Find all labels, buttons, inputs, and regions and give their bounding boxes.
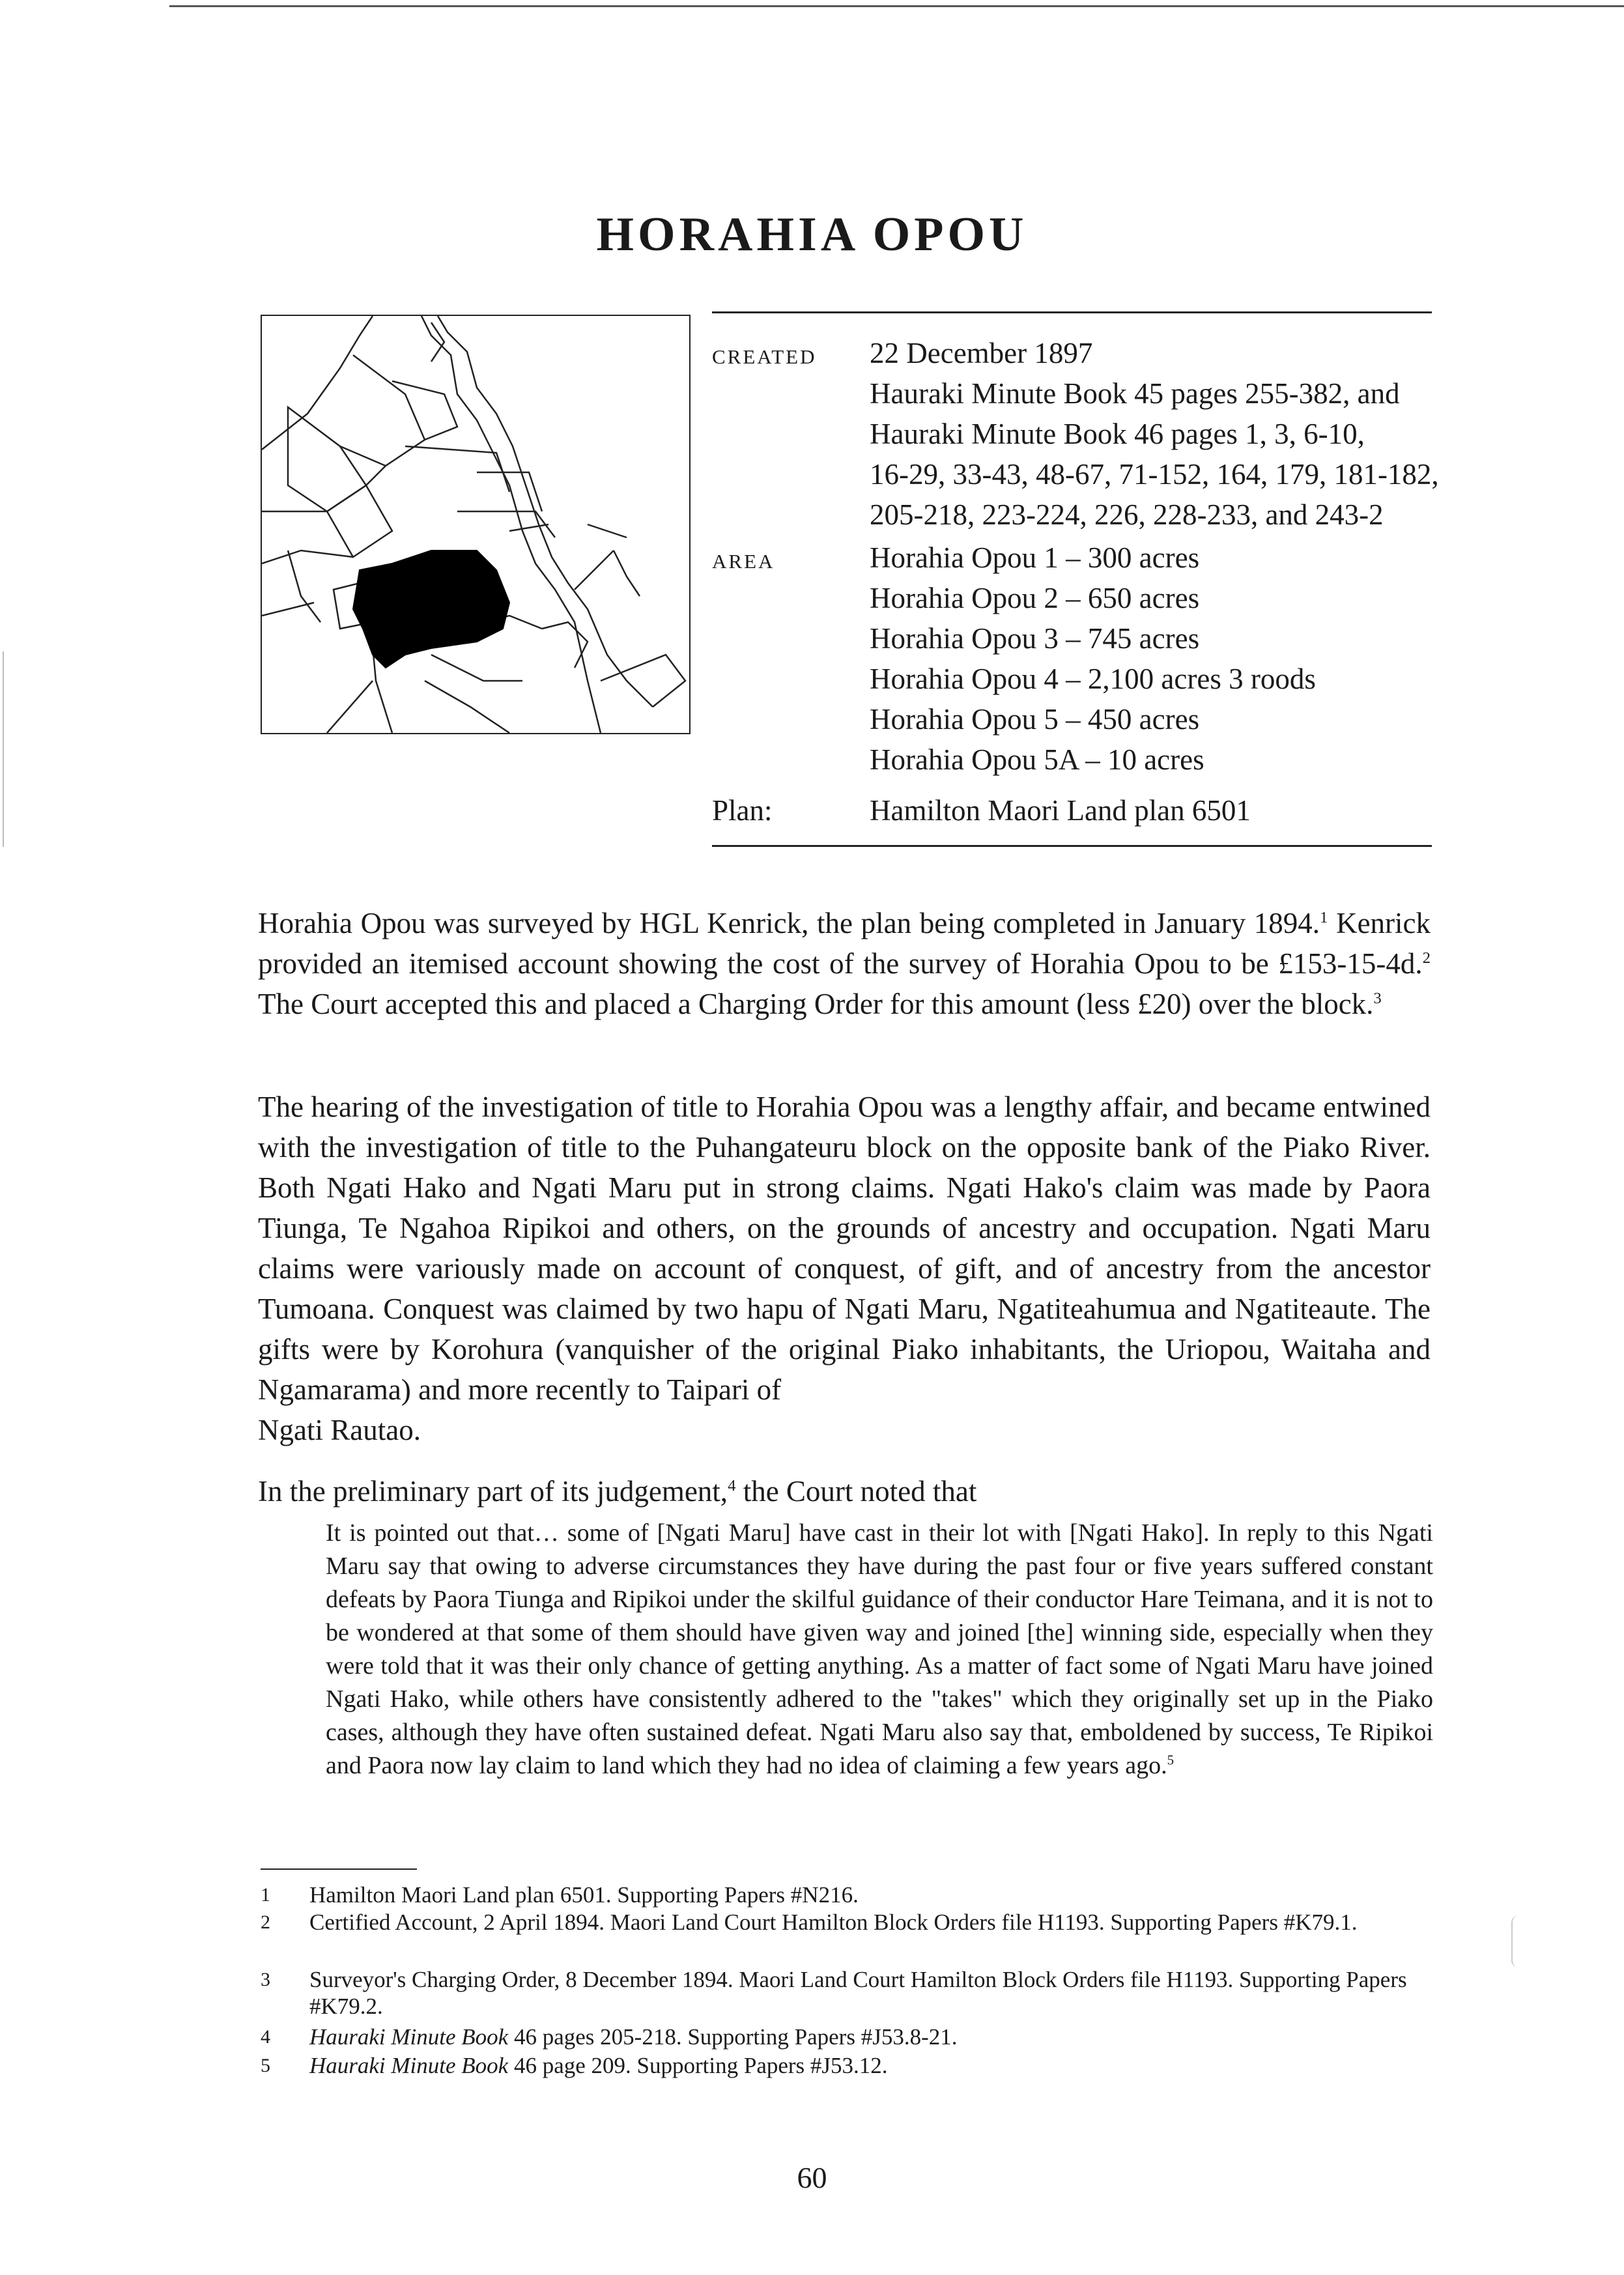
page-number: 60 (797, 2161, 827, 2194)
created-value (870, 333, 1439, 535)
footnote-text (309, 2052, 1430, 2079)
block-location-map (261, 315, 691, 734)
scan-artifact (1511, 1915, 1526, 1967)
created-line: Hauraki Minute Book 45 pages 255-382, and (870, 377, 1400, 410)
footnote-text: Surveyor's Charging Order, 8 December 1894. Maori Land Court Hamilton Block Orders file H1193. Supporting Papers #K79.2. (309, 1967, 1407, 2019)
plan-row (712, 790, 1432, 831)
footnote-text: Hamilton Maori Land plan 6501. Supporting Papers #N216. (309, 1882, 859, 1908)
area-line: Horahia Opou 2 – 650 acres (870, 582, 1200, 614)
footnote-text-rest: 46 page 209. Supporting Papers #J53.12. (508, 2053, 888, 2078)
footnote-text-rest: 46 pages 205-218. Supporting Papers #J53.8-21. (508, 2024, 958, 2050)
info-top-rule (712, 311, 1432, 313)
footnote-number: 1 (261, 1884, 270, 1906)
created-row (712, 333, 1439, 535)
footnote-text (309, 2024, 1430, 2050)
footnote-number: 4 (261, 2026, 270, 2048)
paragraph-1 (258, 903, 1431, 1024)
paragraph-text: Horahia Opou was surveyed by HGL Kenrick, the plan being completed in January 1894. (258, 907, 1320, 939)
area-line: Horahia Opou 4 – 2,100 acres 3 roods (870, 663, 1316, 695)
footnote-rule (261, 1868, 417, 1870)
footnote-text: Certified Account, 2 April 1894. Maori Land Court Hamilton Block Orders file H1193. Supporting Papers #K79.1. (309, 1910, 1358, 1935)
map-drawing (262, 316, 689, 733)
info-bottom-rule (712, 845, 1432, 847)
footnote-ref: 2 (1422, 949, 1431, 967)
created-line: Hauraki Minute Book 46 pages 1, 3, 6-10, (870, 418, 1365, 450)
plan-value: Hamilton Maori Land plan 6501 (870, 794, 1251, 827)
created-line: 22 December 1897 (870, 337, 1093, 369)
footnote-ref: 5 (1167, 1752, 1175, 1768)
paragraph-text: The Court accepted this and placed a Charging Order for this amount (less £20) over the block. (258, 988, 1374, 1020)
footnote-source-title: Hauraki Minute Book (309, 2024, 509, 2050)
area-row (712, 537, 1432, 780)
footnote-ref: 4 (728, 1477, 736, 1495)
footnote-ref: 3 (1373, 990, 1382, 1007)
area-label: AREA (712, 550, 775, 573)
paragraph-text: The hearing of the investigation of title to Horahia Opou was a lengthy affair, and became entwined with the investigation of title to the Puhangateuru block on the opposite bank of the Piako River. Both Ngati Hako and Ngati Maru put in strong claims. Ngati Hako's claim was made by Paora Tiunga, Te Ngahoa Ripikoi and others, on the grounds of ancestry and occupation. Ngati Maru claims were variously made on account of conquest, of gift, and of ancestry from the ancestor Tumoana. Conquest was claimed by two hapu of Ngati Maru, Ngatiteahumua and Ngatiteaute. The gifts were by Korohura (vanquisher of the original Piako inhabitants, the Uriopou, Waitaha and Ngamarama) and more recently to Taipari of (258, 1091, 1431, 1406)
paragraph-3 (258, 1471, 1431, 1511)
area-line: Horahia Opou 5A – 10 acres (870, 743, 1204, 776)
footnote-number: 3 (261, 1969, 270, 1990)
area-line: Horahia Opou 5 – 450 acres (870, 703, 1200, 736)
paragraph-text: In the preliminary part of its judgement, (258, 1475, 728, 1508)
scan-edge-mark (3, 651, 4, 847)
block-info-table (712, 311, 1439, 847)
highlighted-block (353, 551, 509, 668)
paragraph-text: Kenrick provided an itemised account showing the cost of the survey of Horahia Opou to be £153-15-4d. (258, 907, 1431, 980)
created-label: CREATED (712, 345, 817, 368)
block-quote (326, 1517, 1433, 1782)
area-line: Horahia Opou 3 – 745 acres (870, 622, 1200, 655)
area-value (870, 537, 1432, 780)
footnote-ref: 1 (1320, 909, 1328, 926)
paragraph-text-last-line: Ngati Rautao. (258, 1414, 421, 1446)
quote-text: It is pointed out that… some of [Ngati Maru] have cast in their lot with [Ngati Hako]. In reply to this Ngati Maru say that owing to adverse circumstances they have during the past four or five years suffered constant defeats by Paora Tiunga and Ripikoi under the skilful guidance of their conductor Hare Teimana, and it is not to be wondered at that some of them should have given way and joined [the] winning side, especially when they were told that it was their only chance of getting anything. As a matter of fact some of Ngati Maru have joined Ngati Hako, while others have consistently adhered to the "takes" which they originally set up in the Piako cases, although they have often sustained defeat. Ngati Maru also say that, emboldened by success, Te Ripikoi and Paora now lay claim to land which they had no idea of claiming a few years ago. (326, 1519, 1433, 1779)
top-border-line (169, 5, 1624, 7)
created-line: 16-29, 33-43, 48-67, 71-152, 164, 179, 181-182, (870, 458, 1439, 491)
page-title: HORAHIA OPOU (596, 208, 1028, 261)
paragraph-2 (258, 1087, 1431, 1450)
area-line: Horahia Opou 1 – 300 acres (870, 541, 1200, 574)
plan-label: Plan: (712, 794, 773, 827)
footnote-number: 5 (261, 2055, 270, 2076)
created-line: 205-218, 223-224, 226, 228-233, and 243-2 (870, 498, 1384, 531)
footnote-number: 2 (261, 1911, 270, 1933)
footnote-source-title: Hauraki Minute Book (309, 2053, 509, 2078)
paragraph-text: the Court noted that (735, 1475, 977, 1508)
